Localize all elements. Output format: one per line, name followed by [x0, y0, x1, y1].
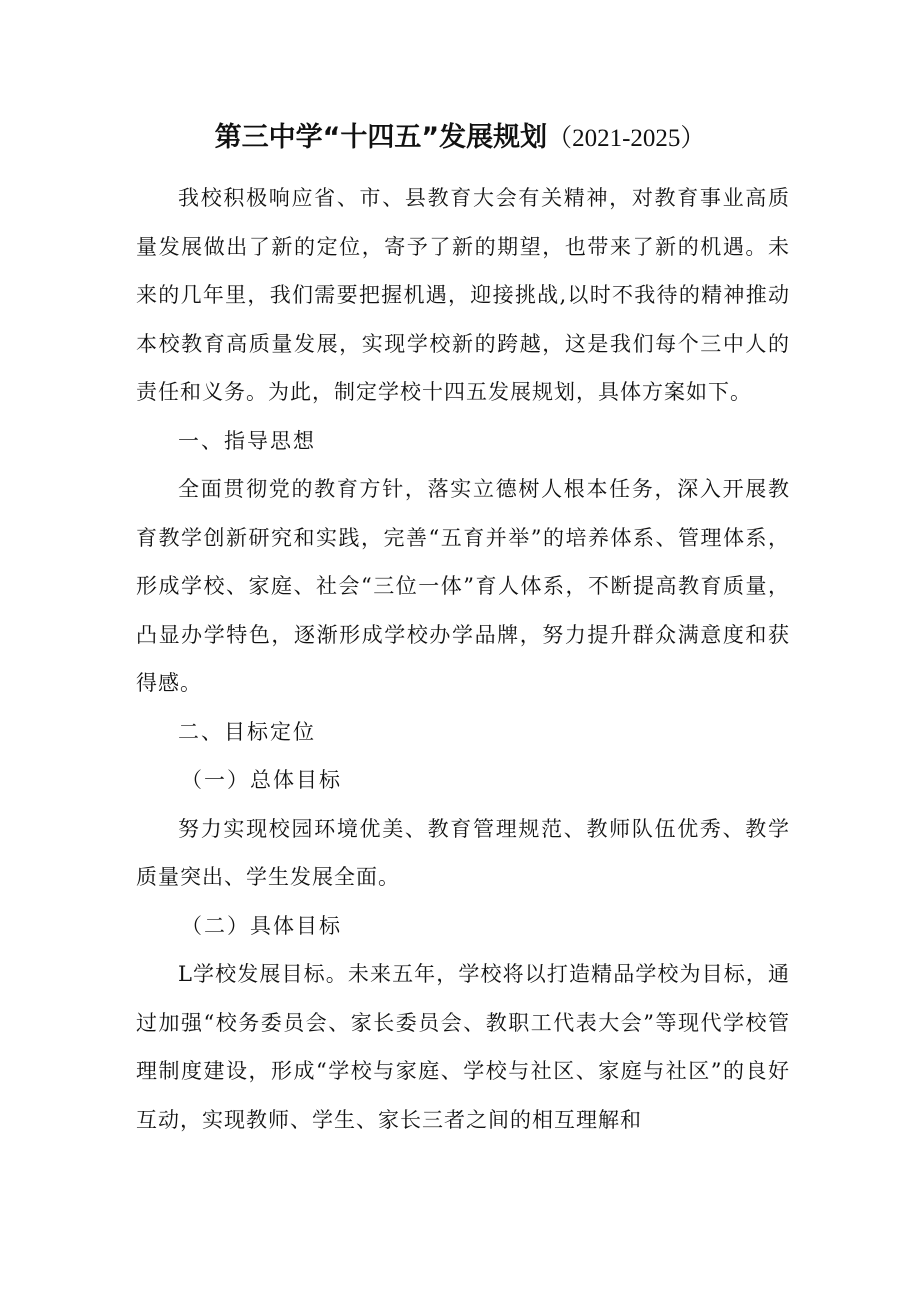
overall-goal-paragraph: 努力实现校园环境优美、教育管理规范、教师队伍优秀、教学质量突出、学生发展全面。 — [136, 816, 790, 889]
title-main: 第三中学“十四五”发展规划 — [214, 122, 548, 153]
title-year: （2021-2025） — [547, 125, 706, 152]
document-title — [0, 118, 920, 159]
subheading-specific-goals: （二）具体目标 — [181, 913, 342, 938]
section-heading-goals: 二、目标定位 — [178, 719, 316, 744]
subheading-overall-goal: （一）总体目标 — [181, 768, 342, 792]
intro-paragraph: 我校积极响应省、市、县教育大会有关精神，对教育事业高质量发展做出了新的定位，寄予了新的期望，也带来了新的机遇。未来的几年里，我们需要把握机遇，迎接挑战,以时不我待的精神推动本校教育高质量发展，实现学校新的跨越，这是我们每个三中人的责任和义务。为此，制定学校十四五发展规划，具体方案如下。 — [136, 186, 790, 404]
section-heading-guiding-ideology: 一、指导思想 — [178, 428, 316, 453]
document-body — [136, 174, 790, 1144]
guiding-ideology-paragraph: 全面贯彻党的教育方针，落实立德树人根本任务，深入开展教育教学创新研究和实践，完善“五育并举”的培养体系、管理体系，形成学校、家庭、社会“三位一体”育人体系，不断提高教育质量，凸显办学特色，逐渐形成学校办学品牌，努力提升群众满意度和获得感。 — [136, 477, 790, 695]
specific-goals-paragraph: L学校发展目标。未来五年，学校将以打造精品学校为目标，通过加强“校务委员会、家长委员会、教职工代表大会”等现代学校管理制度建设，形成“学校与家庭、学校与社区、家庭与社区”的良好互动，实现教师、学生、家长三者之间的相互理解和 — [136, 962, 790, 1132]
